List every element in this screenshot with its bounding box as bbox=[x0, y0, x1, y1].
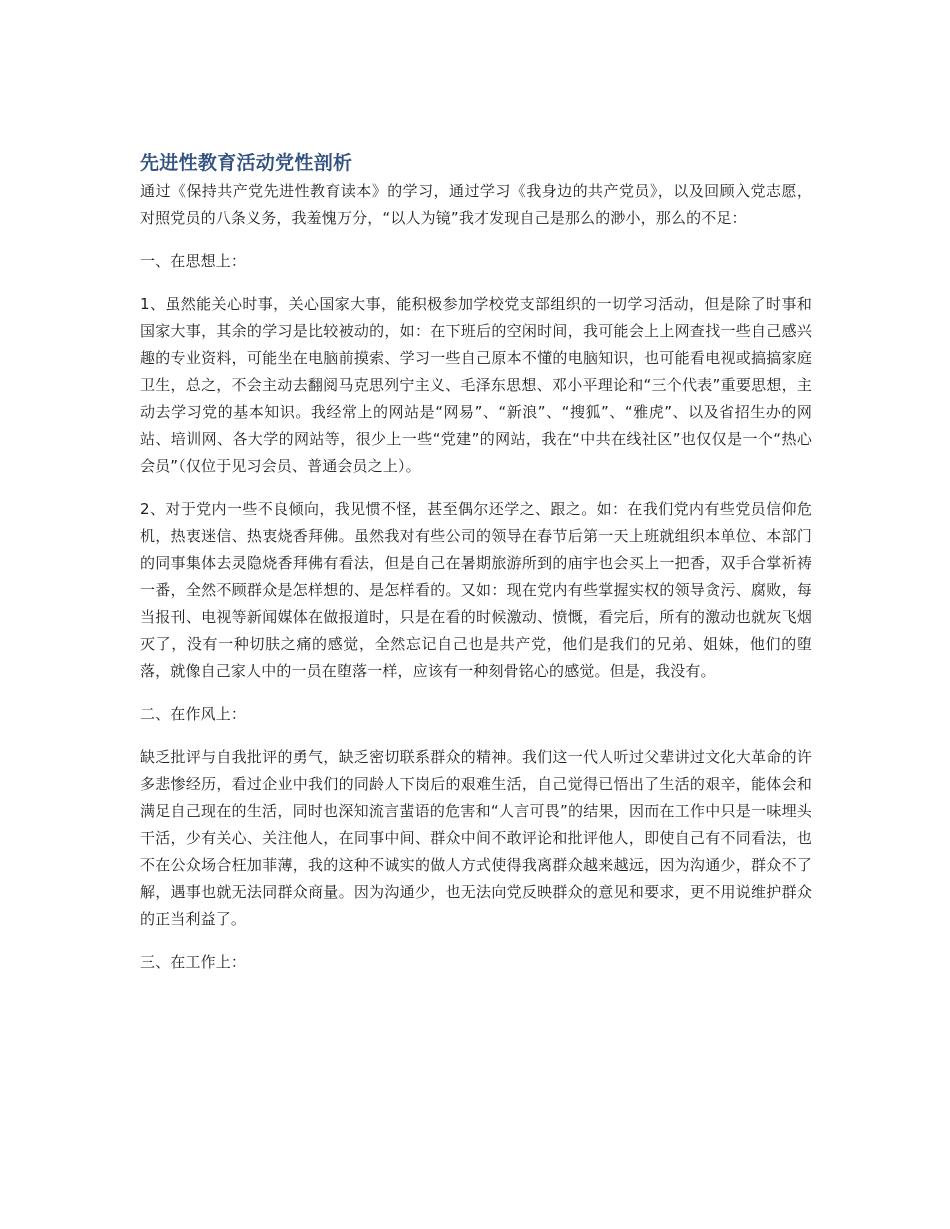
section-2-paragraph-1: 缺乏批评与自我批评的勇气，缺乏密切联系群众的精神。我们这一代人听过父辈讲过文化大革命的许多悲惨经历，看过企业中我们的同龄人下岗后的艰难生活，自己觉得已悟出了生活的艰辛，能体会和满足自己现在的生活，同时也深知流言蜚语的危害和“人言可畏”的结果，因而在工作中只是一味埋头干活，少有关心、关注他人，在同事中间、群众中间不敢评论和批评他人，即使自己有不同看法，也不在公众场合枉加菲薄，我的这种不诚实的做人方式使得我离群众越来越远，因为沟通少，群众不了解，遇事也就无法同群众商量。因为沟通少，也无法向党反映群众的意见和要求，更不用说维护群众的正当利益了。 bbox=[140, 748, 812, 928]
section-2-heading: 二、在作风上： bbox=[140, 705, 247, 723]
document-title: 先进性教育活动党性剖析 bbox=[140, 152, 353, 174]
section-1-paragraph-2: 2、对于党内一些不良倾向，我见惯不怪，甚至偶尔还学之、跟之。如：在我们党内有些党员信仰危机，热衷迷信、热衷烧香拜佛。虽然我对有些公司的领导在春节后第一天上班就组织本单位、本部门的同事集体去灵隐烧香拜佛有看法，但是自己在暑期旅游所到的庙宇也会买上一把香，双手合掌祈祷一番，全然不顾群众是怎样想的、是怎样看的。又如：现在党内有些掌握实权的领导贪污、腐败，每当报刊、电视等新闻媒体在做报道时，只是在看的时候激动、愤慨，看完后，所有的激动也就灰飞烟灭了，没有一种切肤之痛的感觉，全然忘记自己也是共产党，他们是我们的兄弟、姐妹，他们的堕落，就像自己家人中的一员在堕落一样，应该有一种刻骨铭心的感觉。但是，我没有。 bbox=[140, 500, 812, 680]
section-1-paragraph-1: 1、虽然能关心时事，关心国家大事，能积极参加学校党支部组织的一切学习活动，但是除了时事和国家大事，其余的学习是比较被动的，如：在下班后的空闲时间，我可能会上上网查找一些自己感兴趣的专业资料，可能坐在电脑前摸索、学习一些自己原本不懂的电脑知识，也可能看电视或搞搞家庭卫生，总之，不会主动去翻阅马克思列宁主义、毛泽东思想、邓小平理论和“三个代表”重要思想，主动去学习党的基本知识。我经常上的网站是“网易”、“新浪”、“搜狐”、“雅虎”、以及省招生办的网站、培训网、各大学的网站等，很少上一些“党建”的网站，我在“中共在线社区”也仅仅是一个“热心会员”（仅位于见习会员、普通会员之上）。 bbox=[140, 295, 812, 475]
section-3-heading: 三、在工作上： bbox=[140, 953, 247, 971]
document-page bbox=[140, 148, 812, 976]
section-1-heading: 一、在思想上： bbox=[140, 252, 247, 270]
intro-paragraph: 通过《保持共产党先进性教育读本》的学习，通过学习《我身边的共产党员》，以及回顾入党志愿，对照党员的八条义务，我羞愧万分，“以人为镜”我才发现自己是那么的渺小，那么的不足： bbox=[140, 182, 812, 227]
